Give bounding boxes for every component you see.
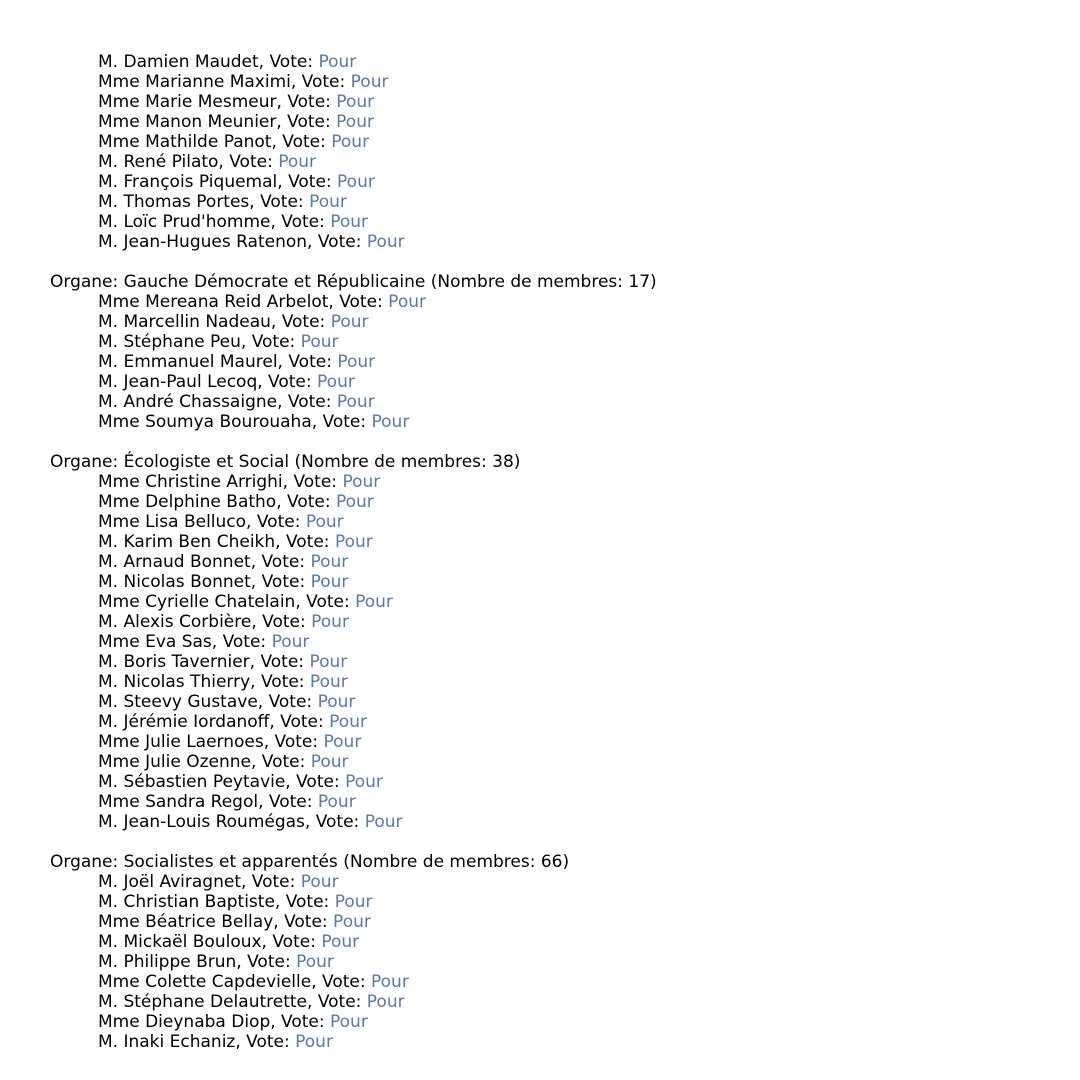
member-vote-row [50, 772, 1080, 792]
vote-value: Pour [300, 872, 339, 892]
member-name: M. Stéphane Delautrette, Vote: [98, 992, 367, 1012]
vote-value: Pour [355, 592, 393, 612]
member-name: M. Steevy Gustave, Vote: [98, 692, 318, 712]
member-name: M. Arnaud Bonnet, Vote: [98, 552, 311, 572]
member-name: M. Nicolas Bonnet, Vote: [98, 572, 311, 592]
organe-header: Organe: Écologiste et Social (Nombre de membres: 38) [50, 452, 521, 472]
member-vote-row [50, 532, 1080, 552]
member-name: M. Sébastien Peytavie, Vote: [98, 772, 346, 792]
member-vote-row [50, 992, 1080, 1012]
member-name: M. Loïc Prud'homme, Vote: [98, 212, 331, 232]
vote-value: Pour [309, 192, 347, 212]
member-name: M. Jean-Louis Roumégas, Vote: [98, 812, 365, 832]
vote-value: Pour [323, 732, 362, 752]
member-name: M. Damien Maudet, Vote: [98, 52, 319, 72]
member-name: Mme Manon Meunier, Vote: [98, 112, 337, 132]
member-vote-row [50, 512, 1080, 532]
vote-value: Pour [336, 92, 375, 112]
member-vote-row [50, 672, 1080, 692]
member-name: Mme Marie Mesmeur, Vote: [98, 92, 337, 112]
member-vote-row [50, 692, 1080, 712]
member-name: M. Jérémie Iordanoff, Vote: [98, 712, 330, 732]
member-vote-row [50, 632, 1080, 652]
member-name: M. François Piquemal, Vote: [98, 172, 338, 192]
member-vote-row [50, 972, 1080, 992]
member-vote-row [50, 892, 1080, 912]
member-vote-row [50, 212, 1080, 232]
vote-value: Pour [330, 212, 369, 232]
vote-value: Pour [318, 52, 357, 72]
vote-value: Pour [309, 652, 348, 672]
member-name: Mme Colette Capdevielle, Vote: [98, 972, 371, 992]
member-vote-row [50, 72, 1080, 92]
member-name: Mme Lisa Belluco, Vote: [98, 512, 306, 532]
member-vote-row [50, 712, 1080, 732]
vote-value: Pour [335, 492, 374, 512]
member-vote-row [50, 732, 1080, 752]
member-name: Mme Mereana Reid Arbelot, Vote: [98, 292, 389, 312]
vote-value: Pour [321, 932, 360, 952]
vote-value: Pour [371, 412, 410, 432]
vote-value: Pour [309, 672, 348, 692]
vote-value: Pour [366, 232, 405, 252]
vote-value: Pour [334, 892, 373, 912]
organe-header: Organe: Gauche Démocrate et Républicaine (Nombre de membres: 17) [50, 272, 657, 292]
vote-value: Pour [364, 812, 403, 832]
member-vote-row [50, 492, 1080, 512]
member-vote-row [50, 372, 1080, 392]
vote-value: Pour [337, 172, 375, 192]
vote-value: Pour [317, 372, 355, 392]
vote-value: Pour [317, 692, 356, 712]
vote-value: Pour [331, 132, 370, 152]
member-name: Mme Eva Sas, Vote: [98, 632, 272, 652]
member-name: Mme Marianne Maximi, Vote: [98, 72, 351, 92]
member-name: Mme Soumya Bourouaha, Vote: [98, 412, 372, 432]
vote-value: Pour [336, 112, 374, 132]
vote-value: Pour [305, 512, 344, 532]
member-vote-row [50, 932, 1080, 952]
member-vote-row [50, 552, 1080, 572]
member-name: M. Marcellin Nadeau, Vote: [98, 312, 331, 332]
member-vote-row [50, 472, 1080, 492]
vote-value: Pour [345, 772, 383, 792]
member-vote-row [50, 352, 1080, 372]
vote-value: Pour [295, 1032, 333, 1052]
member-name: M. Nicolas Thierry, Vote: [98, 672, 310, 692]
member-vote-row [50, 612, 1080, 632]
member-name: M. Emmanuel Maurel, Vote: [98, 352, 338, 372]
member-vote-row [50, 952, 1080, 972]
member-vote-row [50, 112, 1080, 132]
member-name: M. Boris Tavernier, Vote: [98, 652, 310, 672]
member-vote-row [50, 172, 1080, 192]
vote-value: Pour [310, 552, 349, 572]
vote-value: Pour [329, 712, 367, 732]
member-name: Mme Béatrice Bellay, Vote: [98, 912, 334, 932]
member-vote-row [50, 652, 1080, 672]
vote-value: Pour [278, 152, 317, 172]
member-vote-row [50, 912, 1080, 932]
member-vote-row [50, 92, 1080, 112]
member-name: Mme Julie Laernoes, Vote: [98, 732, 324, 752]
member-vote-row [50, 52, 1080, 72]
vote-value: Pour [300, 332, 339, 352]
organe-header: Organe: Socialistes et apparentés (Nombre de membres: 66) [50, 852, 570, 872]
member-name: M. Thomas Portes, Vote: [98, 192, 310, 212]
vote-value: Pour [333, 912, 371, 932]
vote-value: Pour [311, 612, 349, 632]
member-name: Mme Mathilde Panot, Vote: [98, 132, 332, 152]
group-spacer [50, 832, 1080, 852]
member-name: Mme Sandra Regol, Vote: [98, 792, 318, 812]
member-name: M. Inaki Echaniz, Vote: [98, 1032, 296, 1052]
member-name: M. André Chassaigne, Vote: [98, 392, 337, 412]
member-name: Mme Julie Ozenne, Vote: [98, 752, 311, 772]
member-name: Mme Cyrielle Chatelain, Vote: [98, 592, 356, 612]
vote-value: Pour [366, 992, 405, 1012]
member-vote-row [50, 812, 1080, 832]
member-name: M. Karim Ben Cheikh, Vote: [98, 532, 335, 552]
group-spacer [50, 432, 1080, 452]
member-vote-row [50, 132, 1080, 152]
member-name: Mme Christine Arrighi, Vote: [98, 472, 343, 492]
vote-value: Pour [310, 752, 349, 772]
member-name: M. Alexis Corbière, Vote: [98, 612, 312, 632]
member-name: M. Joël Aviragnet, Vote: [98, 872, 301, 892]
member-vote-row [50, 152, 1080, 172]
member-name: M. Jean-Hugues Ratenon, Vote: [98, 232, 367, 252]
member-vote-row [50, 192, 1080, 212]
member-name: M. Jean-Paul Lecoq, Vote: [98, 372, 318, 392]
vote-value: Pour [371, 972, 409, 992]
vote-value: Pour [330, 1012, 368, 1032]
member-vote-row [50, 392, 1080, 412]
member-name: M. Christian Baptiste, Vote: [98, 892, 335, 912]
vote-value: Pour [271, 632, 310, 652]
member-name: Mme Delphine Batho, Vote: [98, 492, 336, 512]
member-vote-row [50, 872, 1080, 892]
vote-value: Pour [388, 292, 426, 312]
member-vote-row [50, 332, 1080, 352]
member-name: M. Stéphane Peu, Vote: [98, 332, 301, 352]
vote-value: Pour [310, 572, 349, 592]
member-vote-row [50, 412, 1080, 432]
vote-value: Pour [336, 392, 375, 412]
vote-value: Pour [330, 312, 369, 332]
member-name: Mme Dieynaba Diop, Vote: [98, 1012, 331, 1032]
vote-value: Pour [350, 72, 389, 92]
vote-value: Pour [342, 472, 381, 492]
member-vote-row [50, 232, 1080, 252]
member-name: M. Mickaël Bouloux, Vote: [98, 932, 322, 952]
member-vote-row [50, 792, 1080, 812]
member-vote-row [50, 1032, 1080, 1052]
group-spacer [50, 252, 1080, 272]
member-vote-row [50, 1012, 1080, 1032]
vote-value: Pour [337, 352, 376, 372]
vote-value: Pour [317, 792, 356, 812]
member-vote-row [50, 572, 1080, 592]
member-vote-row [50, 592, 1080, 612]
member-name: M. Philippe Brun, Vote: [98, 952, 297, 972]
member-name: M. René Pilato, Vote: [98, 152, 279, 172]
member-vote-row [50, 312, 1080, 332]
vote-value: Pour [296, 952, 334, 972]
vote-list-document [50, 52, 1080, 1052]
member-vote-row [50, 752, 1080, 772]
member-vote-row [50, 292, 1080, 312]
vote-value: Pour [334, 532, 373, 552]
